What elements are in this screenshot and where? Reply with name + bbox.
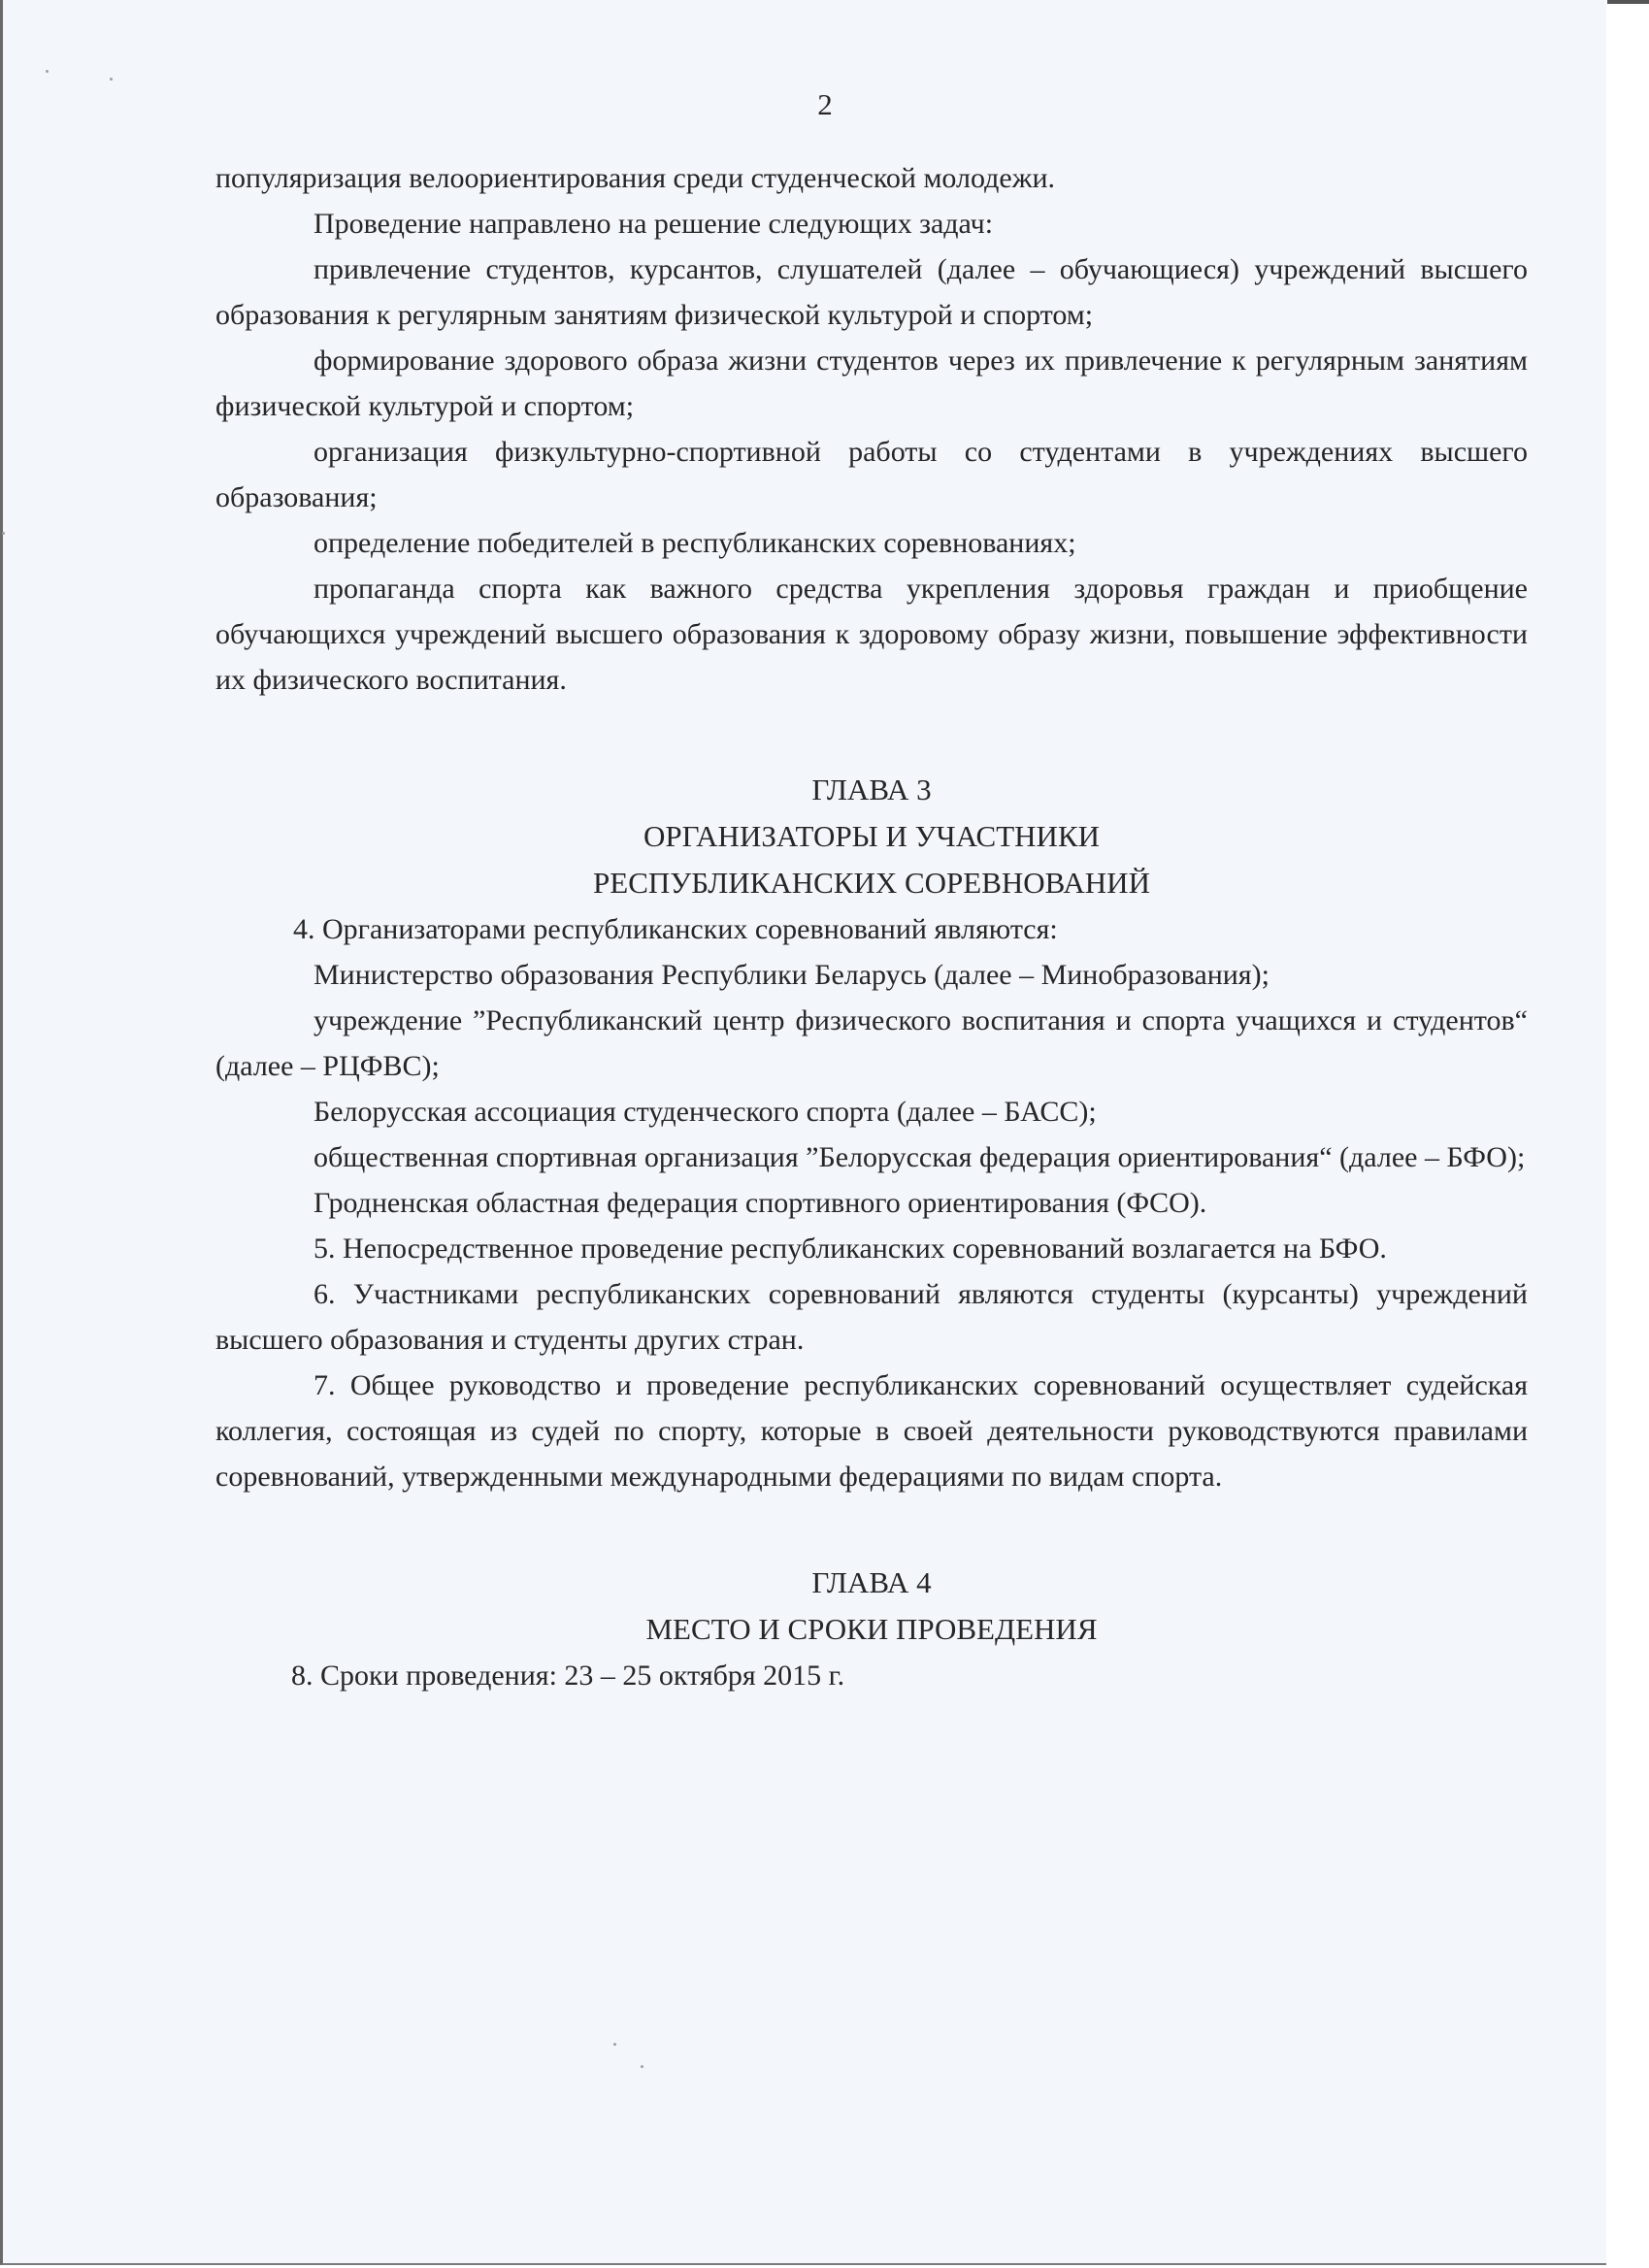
chapter-3-heading [215,767,1528,906]
paragraph: 4. Организаторами республиканских соревнований являются: [293,913,1058,945]
paragraph: определение победителей в республиканских соревнованиях; [313,527,1076,559]
paragraph: формирование здорового образа жизни студентов через их привлечение к регулярным занятиям физической культурой и спортом; [215,345,1528,422]
paragraph: Проведение направлено на решение следующих задач: [313,208,994,240]
scan-speck [46,70,49,73]
scan-edge-mark [1607,0,1649,4]
scan-speck [110,78,113,81]
paragraph: общественная спортивная организация ”Белорусская федерация ориентирования“ (далее – БФО); [313,1141,1526,1173]
paragraph: 7. Общее руководство и проведение республиканских соревнований осуществляет судейская коллегия, состоящая из судей по спорту, которые в своей деятельности руководствуются правилами соревнований, утвержденными международными федерациями по видам спорта. [215,1369,1528,1493]
chapter-title: РЕСПУБЛИКАНСКИХ СОРЕВНОВАНИЙ [593,866,1150,900]
paragraph: Министерство образования Республики Беларусь (далее – Минобразования); [313,959,1270,991]
chapter-label: ГЛАВА 4 [811,1565,932,1599]
scan-speck [641,2065,643,2068]
chapter-4-heading [215,1560,1528,1653]
paragraph: Гродненская областная федерация спортивного ориентирования (ФСО). [313,1187,1207,1219]
scan-speck [613,2043,616,2046]
document-body [215,155,1528,1698]
page-number: 2 [817,87,833,121]
paragraph: организация физкультурно-спортивной работы со студентами в учреждениях высшего образования; [215,436,1528,513]
chapter-title: МЕСТО И СРОКИ ПРОВЕДЕНИЯ [645,1612,1098,1646]
paragraph: пропаганда спорта как важного средства укрепления здоровья граждан и приобщение обучающихся учреждений высшего образования к здоровому образу жизни, повышение эффективности их физического воспитания. [215,573,1528,696]
paragraph: учреждение ”Республиканский центр физического воспитания и спорта учащихся и студентов“ (далее – РЦФВС); [215,1004,1528,1082]
paragraph: Белорусская ассоциация студенческого спорта (далее – БАСС); [313,1096,1097,1128]
chapter-label: ГЛАВА 3 [811,772,932,806]
paragraph: 8. Сроки проведения: 23 – 25 октября 2015 г. [291,1660,845,1692]
paragraph: 5. Непосредственное проведение республиканских соревнований возлагается на БФО. [313,1233,1387,1265]
paragraph: привлечение студентов, курсантов, слушателей (далее – обучающиеся) учреждений высшего образования к регулярным занятиям физической культурой и спортом; [215,253,1528,331]
scan-speck [2,532,5,535]
chapter-title: ОРГАНИЗАТОРЫ И УЧАСТНИКИ [643,819,1100,853]
paragraph: 6. Участниками республиканских соревнований являются студенты (курсанты) учреждений высшего образования и студенты других стран. [215,1278,1528,1356]
paragraph: популяризация велоориентирования среди студенческой молодежи. [215,162,1056,194]
